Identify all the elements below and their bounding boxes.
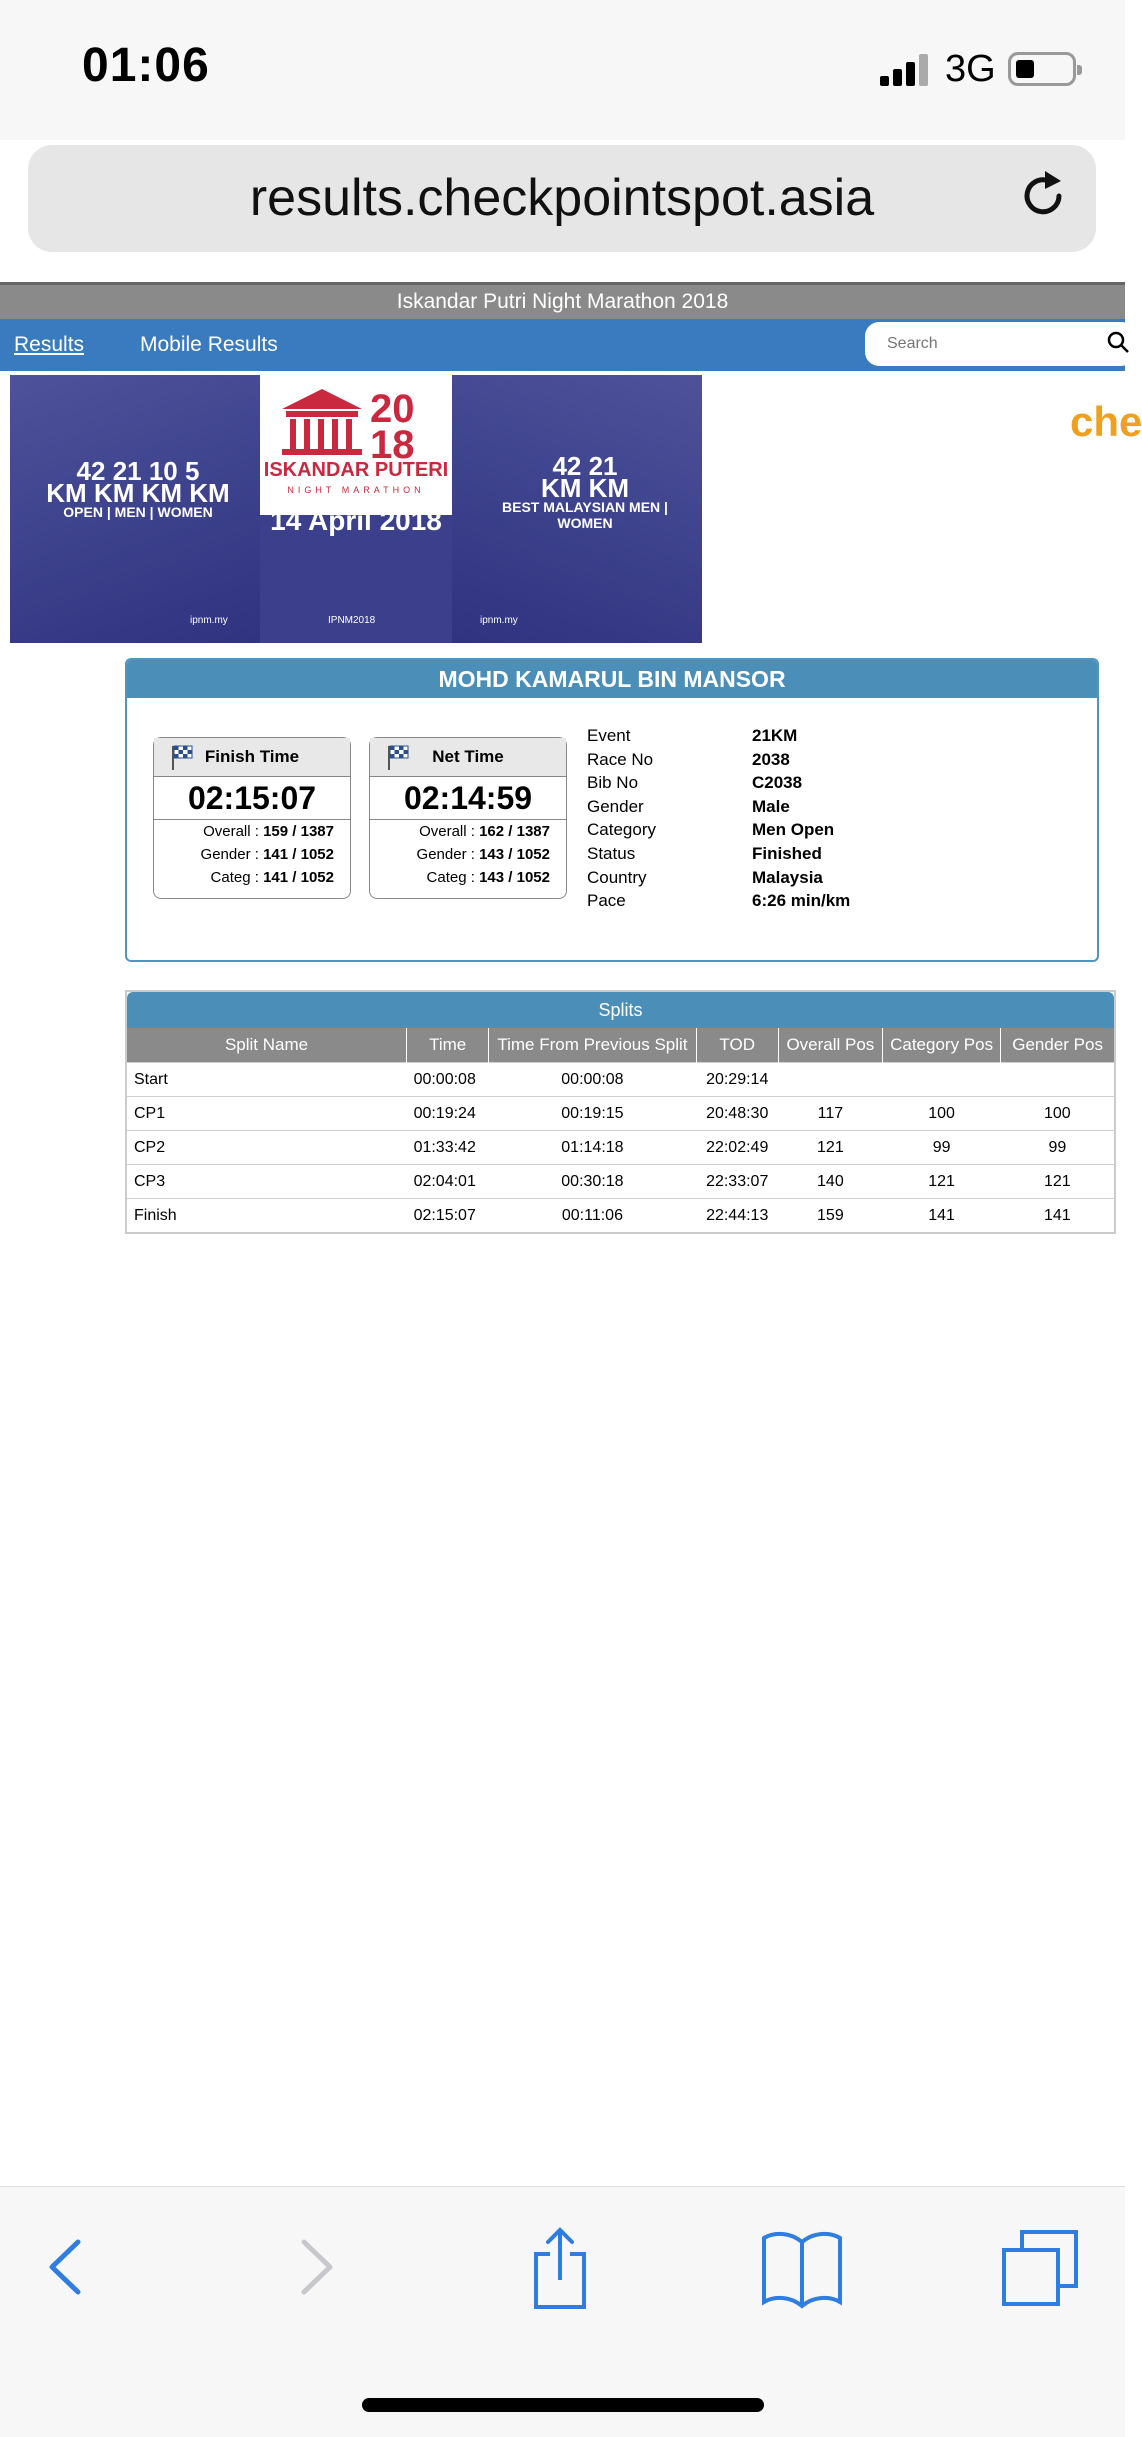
runner-name: MOHD KAMARUL BIN MANSOR: [127, 660, 1097, 698]
checkered-flag-icon: [170, 744, 194, 770]
split-category: 99: [882, 1131, 1000, 1165]
table-row: [127, 1131, 1114, 1165]
col-time-prev: Time From Previous Split: [489, 1028, 696, 1063]
finish-time-value: 02:15:07: [154, 777, 350, 820]
splits-title: Splits: [127, 992, 1114, 1028]
logo-subtitle: NIGHT MARATHON: [287, 485, 425, 495]
banner-left-distances: [28, 456, 248, 520]
split-tod: 22:44:13: [696, 1199, 778, 1233]
split-overall: 140: [778, 1165, 882, 1199]
detail-key: Gender: [587, 796, 644, 816]
detail-key: Race No: [587, 749, 654, 769]
tabs-icon[interactable]: [1000, 2222, 1080, 2312]
finish-time-title: Finish Time: [204, 747, 300, 766]
gender-label: Gender :: [200, 846, 259, 863]
detail-row: [587, 818, 987, 842]
split-overall: 117: [778, 1097, 882, 1131]
detail-key: Category: [587, 820, 656, 840]
footer-web: ipnm.my: [190, 615, 228, 626]
categ-label: Categ :: [426, 869, 475, 886]
footer-social: IPNM2018: [328, 615, 376, 626]
detail-row: [587, 842, 987, 866]
finish-gender-rank: 141 / 1052: [263, 846, 334, 863]
status-time: 01:06: [82, 39, 210, 92]
banner-date: 14 April 2018: [270, 505, 442, 536]
detail-value: Men Open: [752, 820, 835, 840]
detail-key: Country: [587, 867, 647, 887]
split-gender: 100: [1001, 1097, 1114, 1131]
detail-value: Malaysia: [752, 867, 823, 887]
address-bar[interactable]: [28, 145, 1096, 252]
share-icon[interactable]: [524, 2222, 596, 2312]
detail-key: Status: [587, 843, 636, 863]
back-icon[interactable]: [30, 2222, 102, 2312]
detail-value: C2038: [752, 773, 803, 793]
detail-row: [587, 795, 987, 819]
home-indicator: [362, 2398, 764, 2412]
net-categ-rank: 143 / 1052: [479, 869, 550, 886]
col-overall-pos: Overall Pos: [778, 1028, 882, 1063]
net-time-card: [369, 737, 567, 899]
split-tod: 22:33:07: [696, 1165, 778, 1199]
categories-right: BEST MALAYSIAN MEN | WOMEN: [502, 499, 668, 531]
nav-results-link[interactable]: Results: [14, 333, 85, 356]
reload-icon[interactable]: [1015, 168, 1071, 224]
split-gender: 99: [1001, 1131, 1114, 1165]
search-icon[interactable]: [1106, 330, 1130, 354]
splits-table: [127, 1028, 1114, 1232]
units-left: KM KM KM KM: [46, 478, 230, 508]
table-row: [127, 1165, 1114, 1199]
finish-overall-rank: 159 / 1387: [263, 823, 334, 840]
event-banner: [10, 375, 702, 643]
split-name: CP3: [127, 1165, 407, 1199]
logo-name: ISKANDAR PUTERI: [263, 459, 449, 481]
split-time: 01:33:42: [407, 1131, 489, 1165]
table-row: [127, 1199, 1114, 1233]
detail-row: [587, 771, 987, 795]
split-gender: [1001, 1063, 1114, 1097]
split-overall: [778, 1063, 882, 1097]
categories-left: OPEN | MEN | WOMEN: [63, 504, 213, 520]
net-time-value: 02:14:59: [370, 777, 566, 820]
split-gender: 141: [1001, 1199, 1114, 1233]
split-name: Start: [127, 1063, 407, 1097]
split-category: 121: [882, 1165, 1000, 1199]
net-gender-rank: 143 / 1052: [479, 846, 550, 863]
gender-label: Gender :: [416, 846, 475, 863]
split-prev: 00:30:18: [489, 1165, 696, 1199]
nav-mobile-results-link[interactable]: Mobile Results: [140, 333, 278, 356]
split-name: CP2: [127, 1131, 407, 1165]
split-prev: 00:00:08: [489, 1063, 696, 1097]
distances-right: 42 21: [552, 451, 618, 481]
col-tod: TOD: [696, 1028, 778, 1063]
detail-row: [587, 724, 987, 748]
split-overall: 159: [778, 1199, 882, 1233]
split-gender: 121: [1001, 1165, 1114, 1199]
logo-year: 20 18: [370, 387, 415, 467]
event-title-bar: Iskandar Putri Night Marathon 2018: [0, 282, 1125, 319]
footer-insta: ipnm.my: [480, 615, 518, 626]
col-gender-pos: Gender Pos: [1001, 1028, 1114, 1063]
runner-details: [587, 724, 987, 913]
split-category: 100: [882, 1097, 1000, 1131]
split-time: 00:19:24: [407, 1097, 489, 1131]
split-category: [882, 1063, 1000, 1097]
detail-value: 21KM: [752, 726, 798, 745]
detail-value: 2038: [752, 749, 790, 769]
detail-value: Male: [752, 796, 790, 816]
search-input[interactable]: [865, 322, 1135, 366]
detail-key: Pace: [587, 891, 626, 911]
table-row: [127, 1063, 1114, 1097]
signal-icon: [880, 52, 934, 86]
battery-icon: [1008, 52, 1076, 86]
split-overall: 121: [778, 1131, 882, 1165]
split-name: CP1: [127, 1097, 407, 1131]
detail-value: Finished: [752, 843, 822, 863]
splits-panel: [125, 990, 1116, 1234]
checkered-flag-icon: [386, 744, 410, 770]
overall-label: Overall :: [419, 823, 475, 840]
banner-right-distances: [480, 451, 690, 531]
table-row: [127, 1097, 1114, 1131]
detail-key: Event: [587, 726, 631, 745]
col-category-pos: Category Pos: [882, 1028, 1000, 1063]
net-overall-rank: 162 / 1387: [479, 823, 550, 840]
units-right: KM KM: [540, 473, 630, 503]
detail-row: [587, 889, 987, 913]
event-logo: [260, 375, 452, 515]
finish-time-card: [153, 737, 351, 899]
col-split-name: Split Name: [127, 1028, 407, 1063]
split-prev: 00:19:15: [489, 1097, 696, 1131]
building-icon: [272, 387, 372, 457]
split-prev: 01:14:18: [489, 1131, 696, 1165]
forward-icon[interactable]: [280, 2222, 352, 2312]
bookmarks-icon[interactable]: [760, 2222, 844, 2312]
brand-logo: che: [1070, 398, 1142, 445]
url-text[interactable]: results.checkpointspot.asia: [249, 169, 875, 227]
detail-row: [587, 866, 987, 890]
net-time-title: Net Time: [432, 747, 504, 766]
status-bar: [0, 0, 1125, 140]
split-time: 02:15:07: [407, 1199, 489, 1233]
split-tod: 22:02:49: [696, 1131, 778, 1165]
finish-categ-rank: 141 / 1052: [263, 869, 334, 886]
overall-label: Overall :: [203, 823, 259, 840]
distances-left: 42 21 10 5: [76, 456, 200, 486]
split-time: 00:00:08: [407, 1063, 489, 1097]
split-category: 141: [882, 1199, 1000, 1233]
categ-label: Categ :: [210, 869, 259, 886]
runner-profile-card: [125, 658, 1099, 962]
split-name: Finish: [127, 1199, 407, 1233]
split-tod: 20:29:14: [696, 1063, 778, 1097]
col-time: Time: [407, 1028, 489, 1063]
network-type: 3G: [945, 48, 996, 90]
detail-row: [587, 748, 987, 772]
detail-value: 6:26 min/km: [752, 891, 851, 911]
split-tod: 20:48:30: [696, 1097, 778, 1131]
split-prev: 00:11:06: [489, 1199, 696, 1233]
detail-key: Bib No: [587, 773, 639, 793]
split-time: 02:04:01: [407, 1165, 489, 1199]
